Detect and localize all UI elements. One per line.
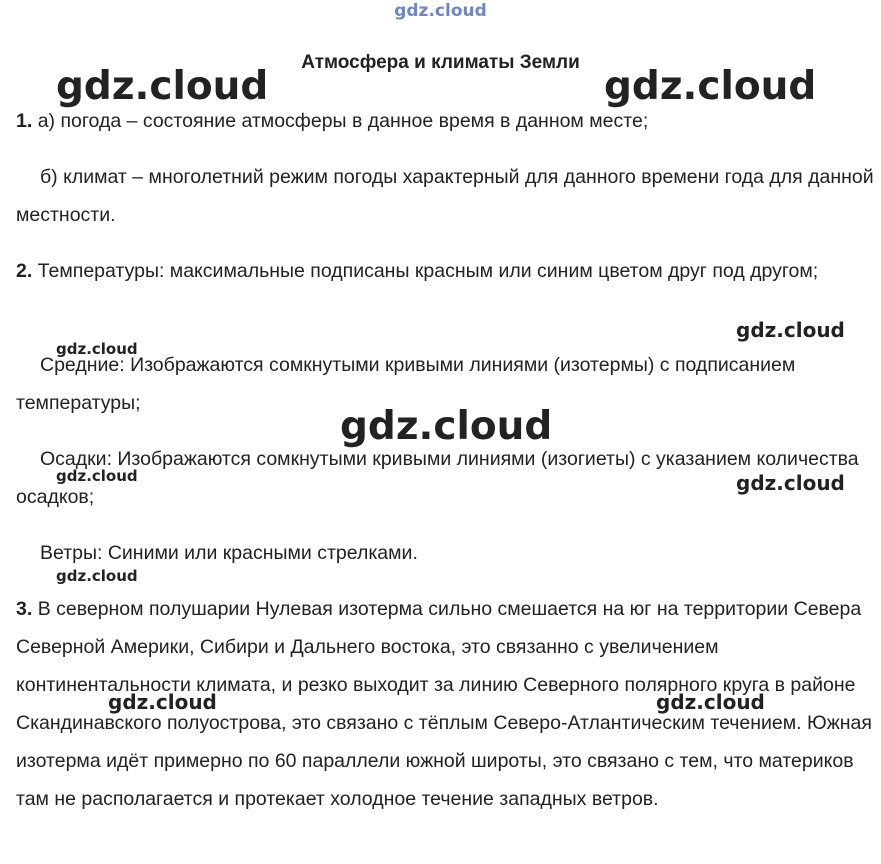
item-text: Температуры: максимальные подписаны красным или синим цветом друг под другом; [37,260,819,282]
item-1-paragraph-2: б) климат – многолетний режим погоды характерный для данного времени года для данной местности. [16,166,874,226]
watermark: gdz.cloud [604,64,817,109]
item-number: 2. [16,260,33,282]
watermark: gdz.cloud [56,340,138,358]
item-text: а) погода – состояние атмосферы в данное время в данном месте; [37,110,649,132]
item-2-paragraph-2: Средние: Изображаются сомкнутыми кривыми линиями (изотермы) с подписанием температуры; [16,354,796,414]
item-2-paragraph-4: Ветры: Синими или красными стрелками. [40,542,418,564]
watermark: gdz.cloud [736,318,845,342]
item-2-paragraph-3: Осадки: Изображаются сомкнутыми кривыми линиями (изогиеты) с указанием количества осадков; [16,448,859,508]
item-text: В северном полушарии Нулевая изотерма сильно смешается на юг на территории Севера Северной Америки, Сибири и Дальнего востока, это связанно с увеличением континентальности климата, и резко выходит за линию Северного полярного круга в районе Скандинавского полуострова, это связано с тёплым Северо-Атлантическим течением. Южная изотерма идёт примерно по 60 параллели южной широты, это связано с тем, что материков там не располагается и протекает холодное течение западных ветров. [16,598,872,810]
watermark: gdz.cloud [56,64,269,109]
page-title: Атмосфера и климаты Земли [301,52,580,73]
watermark-top: gdz.cloud [394,1,487,21]
item-2-paragraph-1 [16,252,876,290]
watermark: gdz.cloud [108,690,217,714]
watermark: gdz.cloud [340,404,553,449]
watermark: gdz.cloud [656,690,765,714]
item-number: 1. [16,110,33,132]
watermark: gdz.cloud [56,467,138,485]
watermark: gdz.cloud [736,471,845,495]
watermark: gdz.cloud [56,567,138,585]
item-number: 3. [16,598,33,620]
